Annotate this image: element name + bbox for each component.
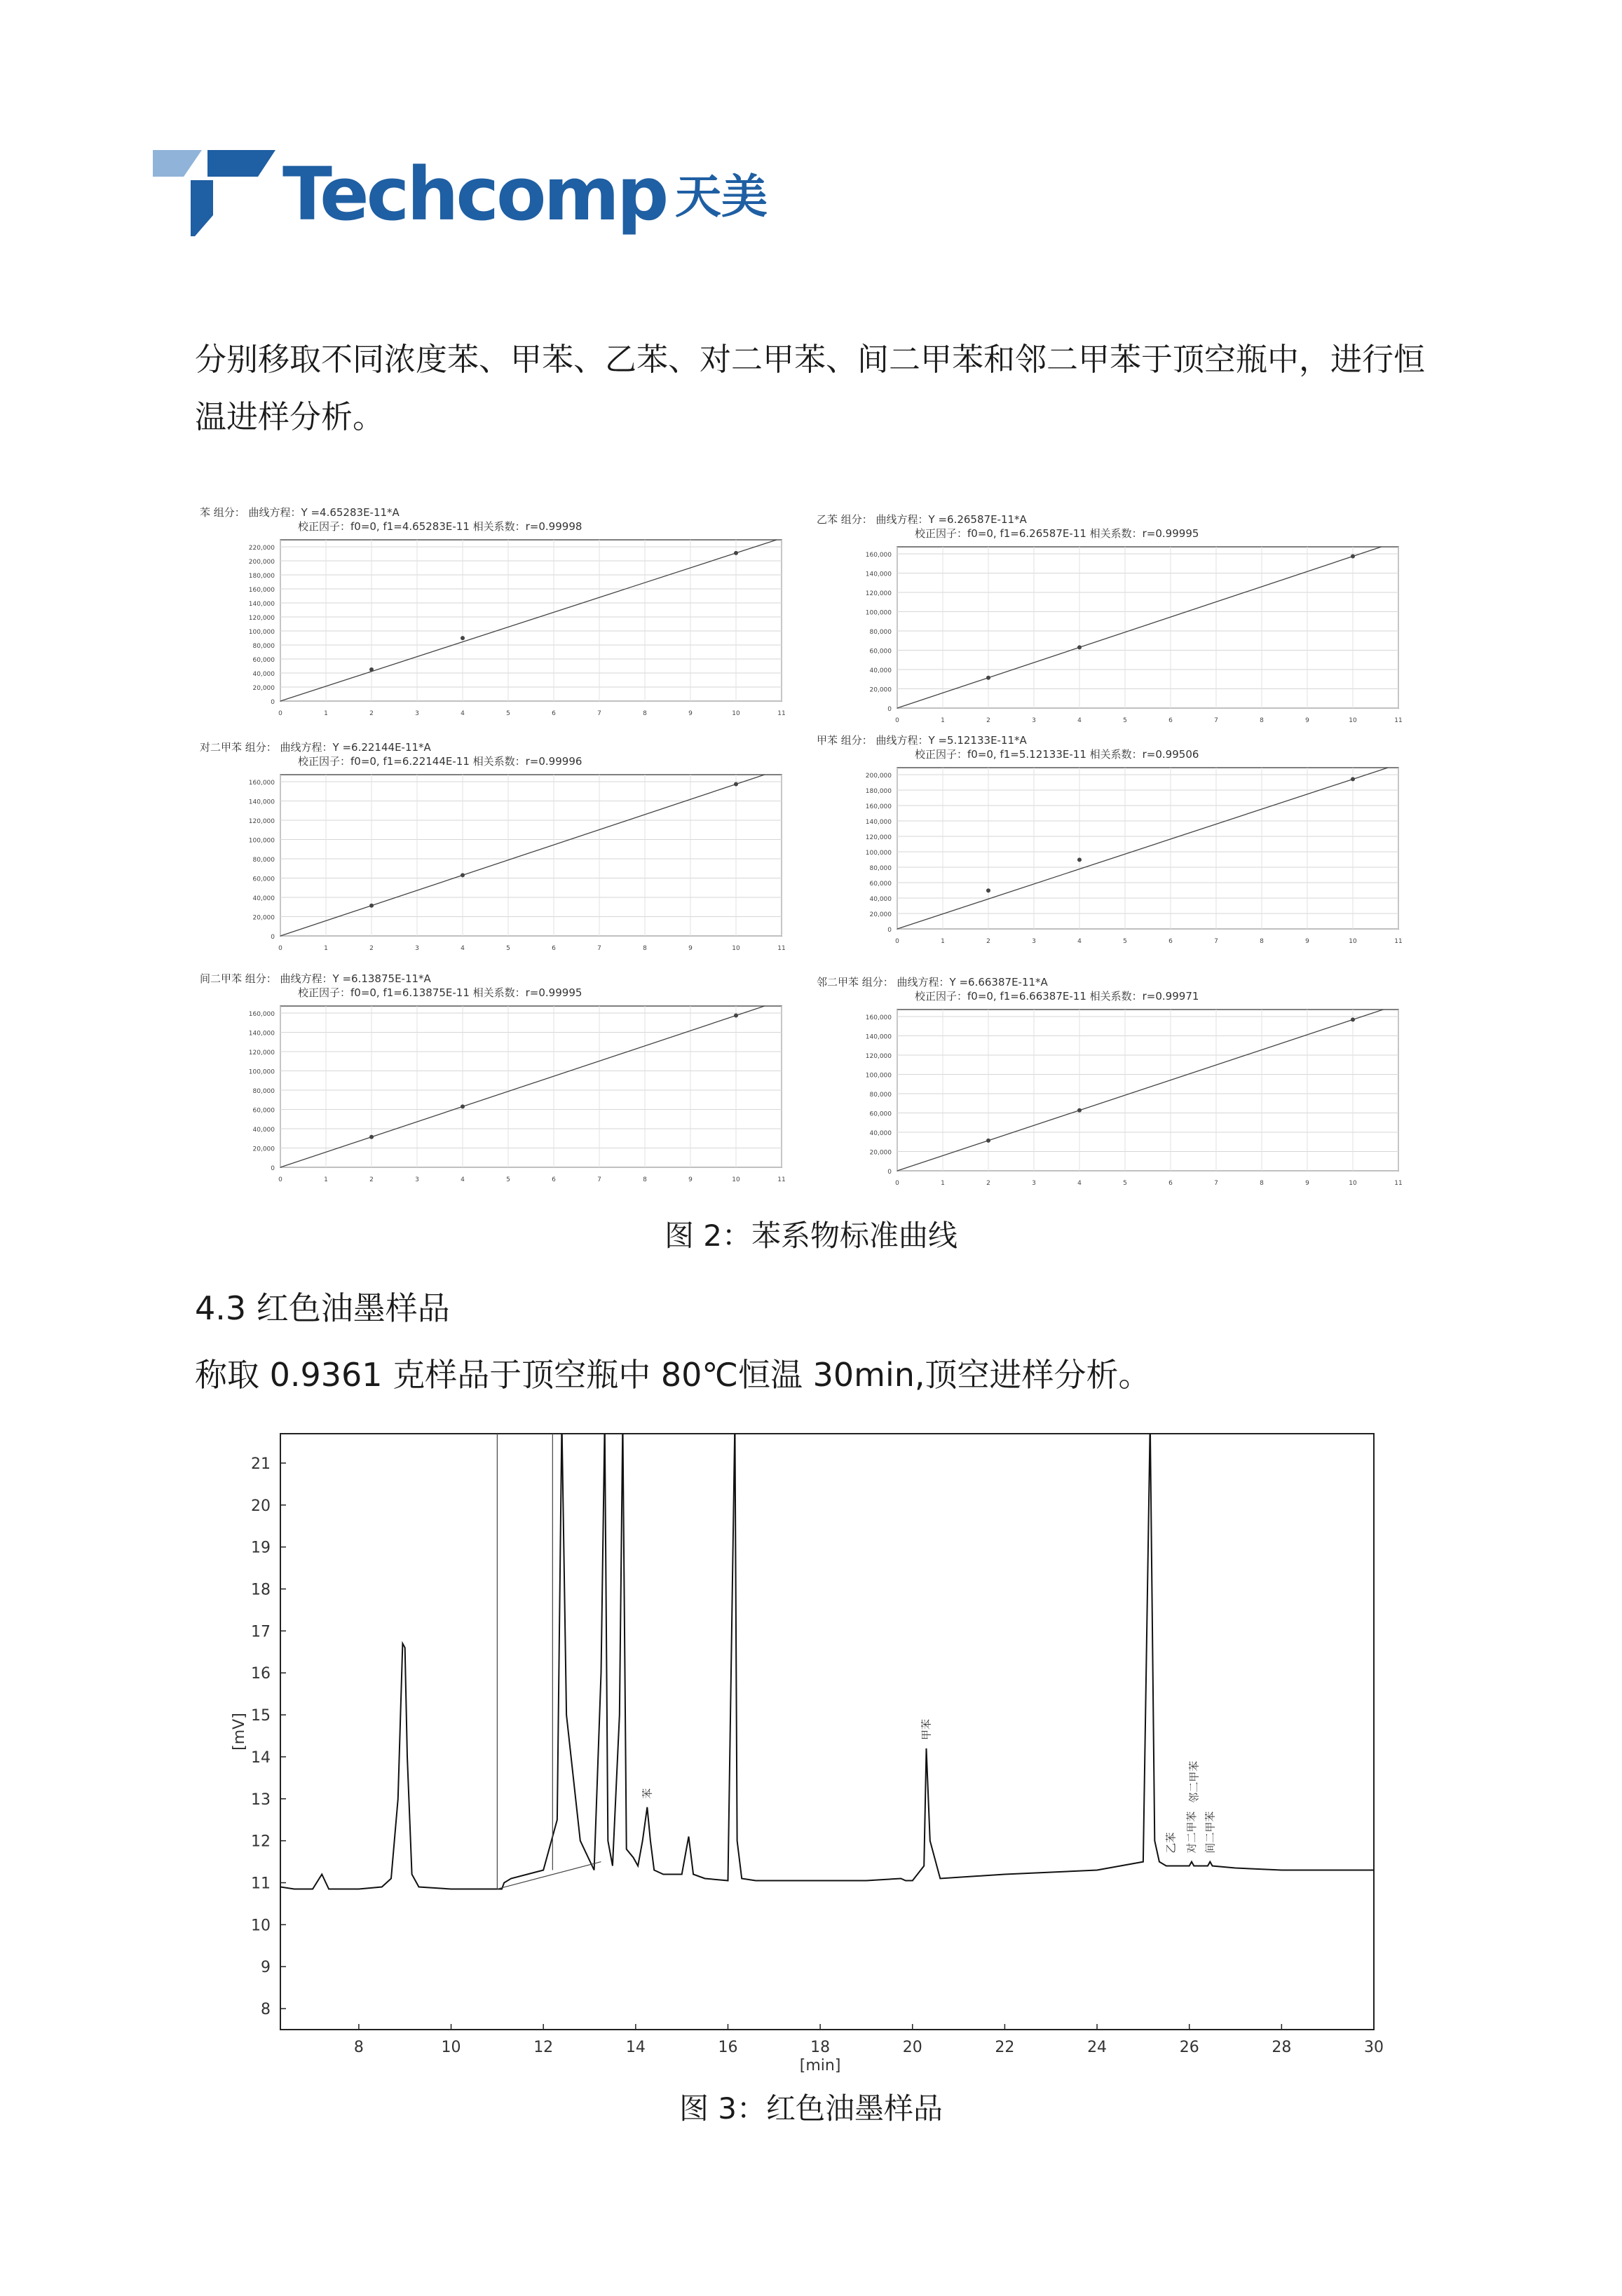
x-tick-label: 7 (1214, 1180, 1218, 1187)
y-tick-label: 14 (251, 1748, 271, 1767)
data-point (986, 1139, 990, 1143)
y-tick-label: 100,000 (865, 1072, 892, 1080)
x-tick-label: 9 (688, 1176, 693, 1183)
x-tick-label: 7 (1214, 717, 1218, 724)
x-tick-label: 1 (324, 1176, 328, 1183)
x-tick-label: 18 (810, 2039, 831, 2056)
logo-wordmark: Techcomp (282, 151, 667, 237)
y-tick-label: 100,000 (248, 629, 275, 636)
y-tick-label: 0 (271, 1165, 275, 1172)
y-tick-label: 40,000 (252, 1127, 275, 1134)
x-tick-label: 1 (324, 945, 328, 952)
x-tick-label: 1 (941, 938, 945, 945)
x-tick-label: 4 (1077, 1180, 1082, 1187)
y-tick-label: 17 (251, 1623, 271, 1641)
x-tick-label: 22 (995, 2039, 1015, 2056)
y-tick-label: 140,000 (248, 601, 275, 608)
calibration-chart (196, 534, 799, 745)
data-point (734, 782, 738, 787)
x-tick-label: 4 (461, 945, 465, 952)
x-tick-label: 8 (643, 945, 647, 952)
x-tick-label: 0 (895, 1180, 899, 1187)
y-tick-label: 20,000 (252, 685, 275, 692)
y-tick-label: 9 (261, 1959, 271, 1977)
calibration-panel (813, 974, 1416, 1199)
x-tick-label: 9 (1305, 717, 1309, 724)
x-tick-label: 1 (941, 717, 945, 724)
x-tick-label: 3 (415, 945, 419, 952)
y-tick-label: 100,000 (865, 850, 892, 857)
x-tick-label: 3 (1032, 717, 1036, 724)
plot-area (280, 775, 782, 936)
x-tick-label: 10 (441, 2039, 461, 2056)
y-tick-label: 18 (251, 1581, 271, 1599)
x-tick-label: 16 (718, 2039, 738, 2056)
data-point (1077, 1108, 1082, 1113)
calibration-chart (196, 769, 799, 979)
calibration-panel (196, 505, 799, 729)
x-tick-label: 7 (1214, 938, 1218, 945)
x-tick-label: 9 (688, 945, 693, 952)
logo-chinese-name: 天美 (675, 170, 768, 224)
y-tick-label: 0 (887, 1169, 892, 1176)
x-tick-label: 6 (552, 1176, 556, 1183)
y-tick-label: 20 (251, 1497, 271, 1515)
y-tick-label: 140,000 (865, 1033, 892, 1041)
x-tick-label: 2 (986, 1180, 990, 1187)
y-tick-label: 160,000 (248, 1011, 275, 1018)
x-tick-label: 9 (1305, 938, 1309, 945)
x-tick-label: 10 (732, 1176, 740, 1183)
y-tick-label: 20,000 (252, 1146, 275, 1153)
peak-label: 甲苯 (920, 1718, 933, 1740)
data-point (461, 636, 465, 640)
x-tick-label: 3 (1032, 1180, 1036, 1187)
y-tick-label: 100,000 (248, 837, 275, 845)
y-tick-label: 120,000 (248, 818, 275, 825)
y-tick-label: 100,000 (248, 1068, 275, 1076)
x-tick-label: 10 (1349, 938, 1357, 945)
curve-equation: 甲苯 组分： 曲线方程：Y =5.12133E-11*A (817, 734, 1027, 747)
x-tick-label: 8 (1260, 717, 1264, 724)
data-point (369, 904, 374, 908)
x-tick-label: 5 (506, 710, 510, 717)
calibration-chart (196, 1000, 799, 1211)
x-tick-label: 11 (777, 1176, 786, 1183)
x-tick-label: 7 (597, 1176, 601, 1183)
data-point (986, 676, 990, 680)
x-tick-label: 11 (1394, 1180, 1403, 1187)
data-point (369, 1135, 374, 1139)
section-text: 称取 0.9361 克样品于顶空瓶中 80℃恒温 30min,顶空进样分析。 (195, 1356, 1151, 1394)
x-tick-label: 14 (625, 2039, 646, 2056)
x-tick-label: 6 (1168, 1180, 1173, 1187)
x-tick-label: 4 (1077, 938, 1082, 945)
data-point (734, 551, 738, 555)
y-tick-label: 160,000 (865, 1014, 892, 1021)
plot-area (897, 768, 1398, 929)
x-tick-label: 0 (278, 1176, 282, 1183)
techcomp-logo (153, 149, 770, 240)
y-tick-label: 160,000 (248, 780, 275, 787)
y-tick-label: 0 (887, 927, 892, 934)
x-tick-label: 10 (1349, 1180, 1357, 1187)
y-tick-label: 80,000 (252, 857, 275, 864)
x-tick-label: 5 (506, 1176, 510, 1183)
x-tick-label: 2 (369, 945, 374, 952)
y-tick-label: 80,000 (252, 1088, 275, 1095)
y-tick-label: 60,000 (252, 876, 275, 883)
y-tick-label: 21 (251, 1455, 271, 1473)
y-tick-label: 220,000 (248, 545, 275, 552)
y-tick-label: 140,000 (248, 799, 275, 806)
curve-equation: 对二甲苯 组分： 曲线方程：Y =6.22144E-11*A (200, 741, 431, 754)
curve-equation: 邻二甲苯 组分： 曲线方程：Y =6.66387E-11*A (817, 976, 1048, 989)
x-tick-label: 1 (941, 1180, 945, 1187)
y-tick-label: 80,000 (869, 1092, 892, 1099)
y-tick-label: 20,000 (869, 911, 892, 918)
x-tick-label: 10 (732, 710, 740, 717)
y-tick-label: 120,000 (865, 590, 892, 597)
correction-factor: 校正因子：f0=0, f1=5.12133E-11 相关系数：r=0.99506 (915, 748, 1199, 761)
x-tick-label: 11 (777, 710, 786, 717)
x-tick-label: 10 (732, 945, 740, 952)
x-tick-label: 11 (1394, 717, 1403, 724)
y-tick-label: 0 (271, 699, 275, 706)
y-tick-label: 40,000 (869, 1130, 892, 1137)
y-tick-label: 160,000 (865, 803, 892, 810)
x-tick-label: 0 (278, 945, 282, 952)
y-tick-label: 140,000 (865, 819, 892, 826)
x-tick-label: 3 (1032, 938, 1036, 945)
chromatogram-chart (224, 1423, 1402, 2089)
x-tick-label: 0 (895, 717, 899, 724)
calibration-panel (813, 733, 1416, 957)
calibration-chart (813, 762, 1416, 972)
peak-label: 乙苯 (1164, 1832, 1178, 1854)
y-tick-label: 16 (251, 1665, 271, 1683)
x-tick-label: 8 (643, 710, 647, 717)
y-tick-label: 40,000 (252, 671, 275, 678)
x-tick-label: 0 (278, 710, 282, 717)
data-point (1351, 555, 1355, 559)
y-axis-label: [mV] (231, 1713, 248, 1751)
x-tick-label: 28 (1272, 2039, 1292, 2056)
correction-factor: 校正因子：f0=0, f1=6.26587E-11 相关系数：r=0.99995 (915, 527, 1199, 540)
y-tick-label: 180,000 (248, 573, 275, 580)
x-tick-label: 8 (1260, 1180, 1264, 1187)
x-tick-label: 7 (597, 710, 601, 717)
x-tick-label: 9 (688, 710, 693, 717)
y-tick-label: 120,000 (248, 1049, 275, 1057)
x-tick-label: 6 (1168, 717, 1173, 724)
x-tick-label: 6 (552, 710, 556, 717)
x-tick-label: 5 (1123, 938, 1127, 945)
intro-paragraph: 分别移取不同浓度苯、甲苯、乙苯、对二甲苯、间二甲苯和邻二甲苯于顶空瓶中，进行恒温进样分析。 (195, 341, 1426, 435)
x-tick-label: 11 (777, 945, 786, 952)
y-tick-label: 40,000 (869, 667, 892, 674)
y-tick-label: 20,000 (252, 914, 275, 922)
y-tick-label: 60,000 (252, 1107, 275, 1115)
x-tick-label: 5 (1123, 717, 1127, 724)
x-tick-label: 8 (643, 1176, 647, 1183)
data-point (734, 1014, 738, 1018)
x-tick-label: 1 (324, 710, 328, 717)
x-axis-label: [min] (799, 2057, 841, 2074)
y-tick-label: 12 (251, 1833, 271, 1851)
y-tick-label: 13 (251, 1791, 271, 1809)
y-tick-label: 200,000 (865, 773, 892, 780)
y-tick-label: 40,000 (252, 895, 275, 902)
y-tick-label: 20,000 (869, 686, 892, 694)
x-tick-label: 4 (1077, 717, 1082, 724)
x-tick-label: 7 (597, 945, 601, 952)
x-tick-label: 6 (552, 945, 556, 952)
x-tick-label: 2 (369, 1176, 374, 1183)
x-tick-label: 20 (902, 2039, 922, 2056)
plot-area (897, 1010, 1398, 1171)
y-tick-label: 80,000 (869, 629, 892, 636)
y-tick-label: 160,000 (248, 587, 275, 594)
y-tick-label: 200,000 (248, 559, 275, 566)
x-tick-label: 6 (1168, 938, 1173, 945)
y-tick-label: 120,000 (865, 1053, 892, 1060)
curve-equation: 苯 组分： 曲线方程：Y =4.65283E-11*A (200, 506, 400, 519)
y-tick-label: 60,000 (252, 657, 275, 664)
y-tick-label: 0 (887, 706, 892, 713)
y-tick-label: 180,000 (865, 788, 892, 795)
logo-mark-icon (153, 149, 275, 236)
x-tick-label: 4 (461, 1176, 465, 1183)
data-point (1077, 645, 1082, 649)
chromatogram-plot-area (280, 1434, 1374, 2030)
data-point (369, 667, 374, 672)
x-tick-label: 9 (1305, 1180, 1309, 1187)
calibration-panel (196, 971, 799, 1195)
calibration-chart (813, 1004, 1416, 1214)
y-tick-label: 120,000 (248, 615, 275, 622)
y-tick-label: 11 (251, 1875, 271, 1893)
y-tick-label: 8 (261, 2001, 271, 2019)
x-tick-label: 8 (1260, 938, 1264, 945)
section-heading: 4.3 红色油墨样品 (195, 1289, 450, 1327)
x-tick-label: 12 (533, 2039, 554, 2056)
plot-area (897, 547, 1398, 708)
data-point (1351, 777, 1355, 781)
figure-3-caption: 图 3：红色油墨样品 (679, 2091, 943, 2126)
x-tick-label: 2 (986, 938, 990, 945)
data-point (461, 1104, 465, 1108)
figure-2-caption: 图 2：苯系物标准曲线 (664, 1218, 958, 1253)
plot-area (280, 1006, 782, 1167)
data-point (461, 873, 465, 877)
peak-label: 对二甲苯 (1185, 1811, 1198, 1854)
correction-factor: 校正因子：f0=0, f1=4.65283E-11 相关系数：r=0.99998 (298, 520, 582, 533)
y-tick-label: 140,000 (248, 1030, 275, 1038)
x-tick-label: 2 (986, 717, 990, 724)
x-tick-label: 5 (506, 945, 510, 952)
correction-factor: 校正因子：f0=0, f1=6.22144E-11 相关系数：r=0.99996 (298, 755, 582, 768)
peak-label: 间二甲苯 (1204, 1811, 1217, 1854)
correction-factor: 校正因子：f0=0, f1=6.13875E-11 相关系数：r=0.99995 (298, 986, 582, 999)
y-tick-label: 100,000 (865, 609, 892, 617)
y-tick-label: 160,000 (865, 552, 892, 559)
x-tick-label: 30 (1364, 2039, 1384, 2056)
x-tick-label: 3 (415, 1176, 419, 1183)
y-tick-label: 80,000 (252, 643, 275, 650)
peak-label: 苯 (641, 1788, 654, 1799)
y-tick-label: 120,000 (865, 834, 892, 841)
calibration-panel (813, 512, 1416, 736)
x-tick-label: 4 (461, 710, 465, 717)
x-tick-label: 0 (895, 938, 899, 945)
y-tick-label: 19 (251, 1539, 271, 1557)
correction-factor: 校正因子：f0=0, f1=6.66387E-11 相关系数：r=0.99971 (915, 990, 1199, 1003)
y-tick-label: 60,000 (869, 881, 892, 888)
calibration-chart (813, 541, 1416, 752)
x-tick-label: 3 (415, 710, 419, 717)
x-tick-label: 24 (1087, 2039, 1108, 2056)
y-tick-label: 0 (271, 934, 275, 941)
y-tick-label: 10 (251, 1917, 271, 1935)
data-point (1077, 857, 1082, 862)
calibration-panel (196, 740, 799, 964)
y-tick-label: 140,000 (865, 571, 892, 578)
y-tick-label: 15 (251, 1707, 271, 1725)
y-tick-label: 80,000 (869, 865, 892, 872)
x-tick-label: 26 (1179, 2039, 1199, 2056)
data-point (986, 888, 990, 892)
x-tick-label: 10 (1349, 717, 1357, 724)
y-tick-label: 20,000 (869, 1149, 892, 1157)
curve-equation: 间二甲苯 组分： 曲线方程：Y =6.13875E-11*A (200, 972, 431, 985)
y-tick-label: 60,000 (869, 1110, 892, 1118)
x-tick-label: 5 (1123, 1180, 1127, 1187)
y-tick-label: 40,000 (869, 896, 892, 903)
y-tick-label: 60,000 (869, 648, 892, 655)
data-point (1351, 1017, 1355, 1021)
x-tick-label: 8 (353, 2039, 364, 2056)
peak-label: 邻二甲苯 (1187, 1760, 1201, 1803)
curve-equation: 乙苯 组分： 曲线方程：Y =6.26587E-11*A (817, 513, 1027, 526)
x-tick-label: 2 (369, 710, 374, 717)
x-tick-label: 11 (1394, 938, 1403, 945)
